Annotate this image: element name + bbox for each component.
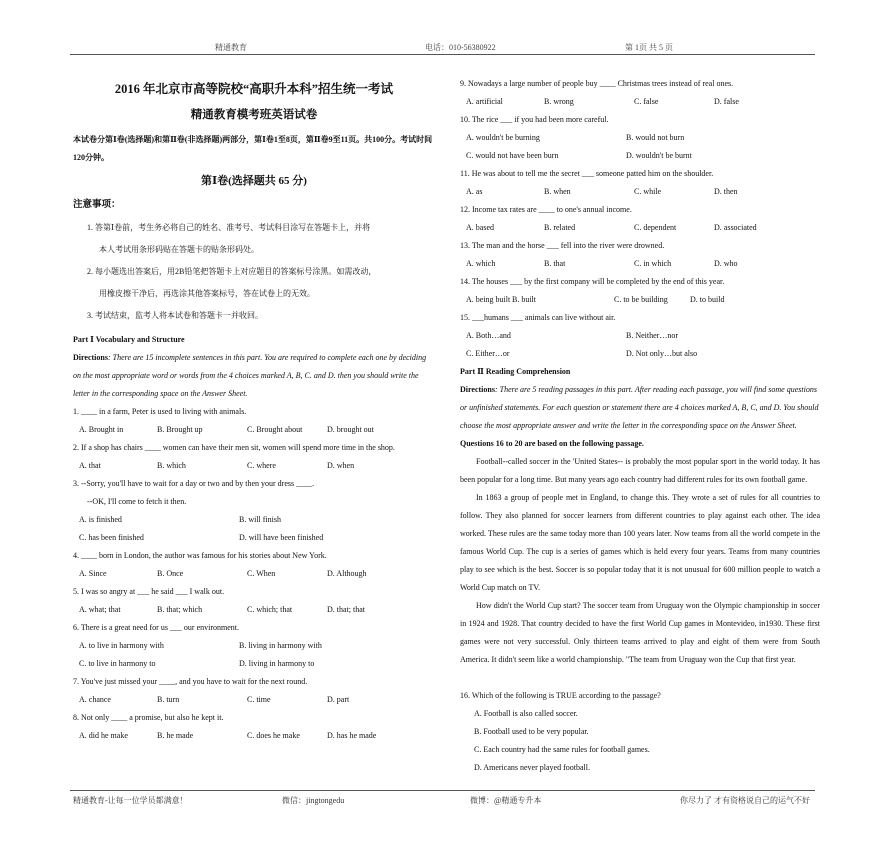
option: C. time [247, 695, 271, 704]
notice-item: 本人考试用条形码贴在答题卡的贴条形码处。 [99, 245, 259, 254]
header-left: 精通教育 [215, 43, 247, 52]
question: 2. If a shop has chairs ____ women can have their men sit, women will spend more time in the shop. [73, 443, 395, 452]
option: A. Football is also called soccer. [474, 709, 578, 718]
options-row [466, 291, 820, 309]
question: 6. There is a great need for us ___ our environment. [73, 623, 240, 632]
options-row [79, 655, 435, 673]
questions-left [73, 403, 435, 745]
option: D. wouldn't be burnt [626, 151, 692, 160]
option: B. Once [157, 569, 184, 578]
option: C. while [634, 187, 662, 196]
option: D. to build [690, 295, 725, 304]
option: A. being built [466, 295, 511, 304]
exam-title: 2016 年北京市高等院校“高职升本科”招生统一考试 [114, 82, 394, 96]
section-title: 第Ⅰ卷(选择题共 65 分) [201, 175, 307, 187]
option: B. would not burn [626, 133, 685, 142]
options-row [79, 421, 435, 439]
question-16: 16. Which of the following is TRUE according to the passage? [460, 691, 661, 700]
option: A. which [466, 259, 496, 268]
footer-left: 精通教育-让每一位学员都满意！ [73, 796, 188, 805]
part2-directions [460, 381, 820, 435]
question: 12. Income tax rates are ____ to one's annual income. [460, 205, 632, 214]
option: A. artificial [466, 97, 503, 106]
question: 7. You've just missed your ____, and you have to wait for the next round. [73, 677, 308, 686]
left-column [73, 75, 435, 745]
option: A. based [466, 223, 494, 232]
option: A. did he make [79, 731, 128, 740]
option: D. when [327, 461, 355, 470]
option: B. will finish [239, 515, 282, 524]
options-row [79, 637, 435, 655]
option: B. turn [157, 695, 180, 704]
question: 3. --Sorry, you'll have to wait for a day or two and by then your dress ____. [73, 479, 315, 488]
passage-paragraph: Football--called soccer in the 'United States-- is probably the most popular sport in the world today. It has been popular for a long time. But many years ago each country had different rules for its own football game. [460, 457, 820, 484]
option: A. chance [79, 695, 111, 704]
question: 9. Nowadays a large number of people buy ____ Christmas trees instead of real ones. [460, 79, 734, 88]
question: 14. The houses ___ by the first company will be completed by the end of this year. [460, 277, 725, 286]
option: C. where [247, 461, 276, 470]
option: A. Both…and [466, 331, 511, 340]
notice-item: 3. 考试结束，监考人将本试卷和答题卡一并收回。 [87, 311, 263, 320]
directions-label: Directions [73, 353, 108, 362]
question: 15. ___humans ___ animals can live without air. [460, 313, 616, 322]
exam-intro: 本试卷分第Ⅰ卷(选择题)和第Ⅱ卷(非选择题)两部分，第Ⅰ卷1至8页，第Ⅱ卷9至11页。共100分。考试时间120分钟。 [73, 135, 433, 162]
question: 5. I was so angry at ___ he said ___ I walk out. [73, 587, 225, 596]
option: A. that [79, 461, 101, 470]
question: 10. The rice ___ if you had been more careful. [460, 115, 609, 124]
option: A. what; that [79, 605, 121, 614]
passage-heading: Questions 16 to 20 are based on the following passage. [460, 439, 644, 448]
option: B. living in harmony with [239, 641, 322, 650]
header-right: 第 1页 共 5 页 [625, 43, 673, 52]
options-row [466, 255, 820, 273]
option: C. has been finished [79, 533, 144, 542]
options-row [466, 129, 820, 147]
question-continuation: --OK, I'll come to fetch it then. [87, 497, 187, 506]
option: C. When [247, 569, 276, 578]
options-row [466, 345, 820, 363]
option: D. has he made [327, 731, 377, 740]
directions-text: : There are 15 incomplete sentences in this part. You are required to complete each one by deciding on the most appropriate word or words from the 4 choices marked A, B, C. and D. then you should write the letter in the corresponding space on the Answer Sheet. [73, 353, 427, 398]
options-row [79, 529, 435, 547]
option: B. Football used to be very popular. [474, 727, 589, 736]
question: 8. Not only ____ a promise, but also he kept it. [73, 713, 224, 722]
options-row [466, 219, 820, 237]
option: C. false [634, 97, 659, 106]
option: D. that; that [327, 605, 365, 614]
notice-item: 2. 每小题选出答案后，用2B铅笔把答题卡上对应题目的答案标号涂黑。如需改动， [87, 267, 377, 276]
option: D. Although [327, 569, 367, 578]
option: D. part [327, 695, 350, 704]
options-row [79, 511, 435, 529]
question: 4. ____ born in London, the author was famous for his stories about New York. [73, 551, 327, 560]
notice-item: 1. 答第Ⅰ卷前，考生务必将自己的姓名、准考号、考试科目涂写在答题卡上，并将 [87, 223, 371, 232]
question: 11. He was about to tell me the secret ___ someone patted him on the shoulder. [460, 169, 714, 178]
option: C. does he make [247, 731, 300, 740]
options-row [466, 183, 820, 201]
notice-heading: 注意事项： [73, 200, 121, 210]
options-row [79, 601, 435, 619]
option: D. living in harmony to [239, 659, 315, 668]
option: A. Brought in [79, 425, 124, 434]
option: D. who [714, 259, 738, 268]
option: B. that [544, 259, 566, 268]
options-row [79, 727, 435, 745]
notice-item: 用橡皮擦干净后，再选涂其他答案标号，答在试卷上的无效。 [99, 289, 315, 298]
option: A. is finished [79, 515, 122, 524]
option: A. as [466, 187, 483, 196]
footer-weibo: 微博：@精通专升本 [470, 796, 542, 805]
option: B. when [544, 187, 571, 196]
option: B. he made [157, 731, 194, 740]
option: C. Either…or [466, 349, 510, 358]
option: B. Neither…nor [626, 331, 678, 340]
option: B. Brought up [157, 425, 203, 434]
option: B. wrong [544, 97, 574, 106]
option: D. false [714, 97, 739, 106]
options-row [466, 327, 820, 345]
option: D. brought out [327, 425, 374, 434]
option: C. to be building [614, 295, 668, 304]
footer-right: 你尽力了 才有资格说自己的运气不好 [680, 796, 810, 805]
option: B. related [544, 223, 576, 232]
option: D. associated [714, 223, 757, 232]
option: C. would not have been burn [466, 151, 559, 160]
option: C. Each country had the same rules for football games. [474, 745, 650, 754]
directions-text: : There are 5 reading passages in this part. After reading each passage, you will find some questions or unfinished statements. For each question or statement there are 4 choices marked A, B, C, and D. You should choose the most appropriate answer and write the letter in the corresponding space on the Answer Sheet. [460, 385, 819, 430]
footer-rule [70, 790, 815, 791]
exam-subtitle: 精通教育模考班英语试卷 [190, 109, 318, 121]
option: D. Americans never played football. [474, 763, 590, 772]
options-row [79, 565, 435, 583]
option: D. Not only…but also [626, 349, 698, 358]
part2-title: Part Ⅱ Reading Comprehension [460, 367, 571, 376]
option: A. Since [79, 569, 107, 578]
option: A. to live in harmony with [79, 641, 164, 650]
right-column [460, 75, 820, 777]
option: D. then [714, 187, 738, 196]
questions-right [460, 75, 820, 363]
option: C. in which [634, 259, 672, 268]
footer-center: 微信：jingtongedu [282, 796, 345, 805]
passage-paragraph: How didn't the World Cup start? The soccer team from Uruguay won the Olympic championship in soccer in 1924 and 1928. That country decided to have the first World Cup games in Montevideo, in1930. These first games were not very successful. Only thirteen teams arrived to play and eight of them were from South America. It didn't seem like a world championship. "The team from Uruguay won the Cup that first year. [460, 601, 820, 664]
question: 13. The man and the horse ___ fell into the river were drowned. [460, 241, 665, 250]
option: C. which; that [247, 605, 293, 614]
option: C. Brought about [247, 425, 303, 434]
option: C. to live in harmony to [79, 659, 156, 668]
part1-directions [73, 349, 435, 403]
option: C. dependent [634, 223, 677, 232]
option: B. which [157, 461, 186, 470]
header-rule [70, 54, 815, 55]
options-row [79, 691, 435, 709]
question: 1. ____ in a farm, Peter is used to living with animals. [73, 407, 247, 416]
options-row [79, 457, 435, 475]
passage-paragraph: In 1863 a group of people met in England, to change this. They wrote a set of rules for all countries to follow. They also planned for soccer learners from different countries to play against each other. The idea worked. These rules are the same today more than 100 years later. Now teams from all the world compete in the famous World Cup. The cup is a series of games which is held every four years. Teams from many countries play to see which is the best. Soccer is so popular today that it is not unusual for 600 million people to watch a World Cup match on TV. [460, 493, 820, 592]
directions-label: Directions [460, 385, 495, 394]
option: A. wouldn't be burning [466, 133, 540, 142]
options-row [466, 147, 820, 165]
option: B. that; which [157, 605, 203, 614]
option: D. will have been finished [239, 533, 324, 542]
options-row [466, 93, 820, 111]
part1-title: Part Ⅰ Vocabulary and Structure [73, 335, 185, 344]
header-center: 电话：010-56380922 [425, 43, 496, 52]
option: B. built [512, 295, 537, 304]
